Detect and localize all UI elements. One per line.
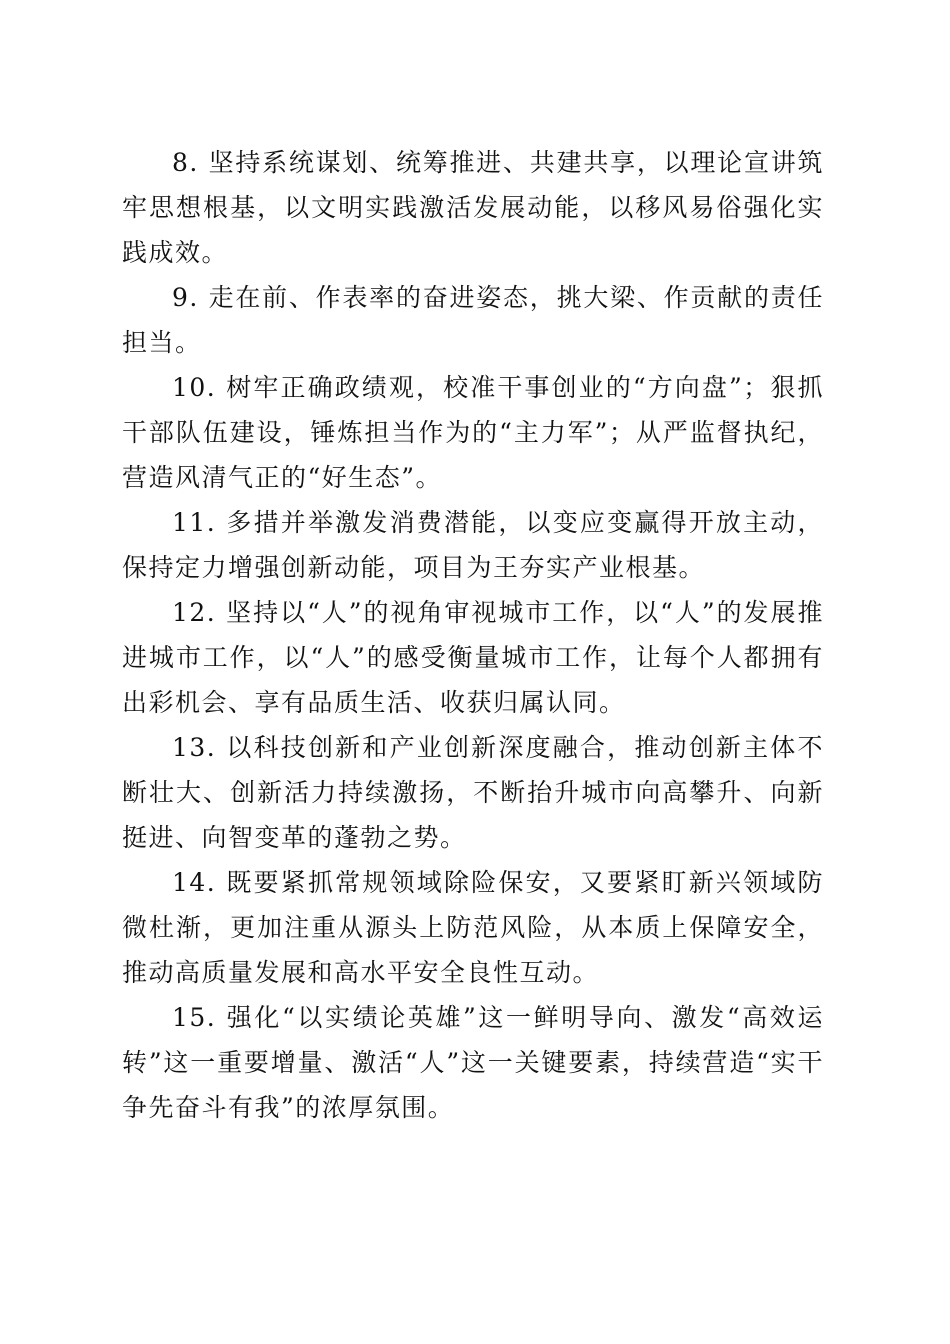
paragraph-12: 12. 坚持以“人”的视角审视城市工作，以“人”的发展推进城市工作，以“人”的感受衡量城市工作，让每个人都拥有出彩机会、享有品质生活、收获归属认同。 [122, 598, 824, 717]
paragraph-13: 13. 以科技创新和产业创新深度融合，推动创新主体不断壮大、创新活力持续激扬，不断抬升城市向高攀升、向新挺进、向智变革的蓬勃之势。 [122, 733, 824, 852]
document-body [122, 140, 824, 1130]
paragraph-9: 9. 走在前、作表率的奋进姿态，挑大梁、作贡献的责任担当。 [122, 283, 824, 357]
paragraph-14: 14. 既要紧抓常规领域除险保安，又要紧盯新兴领域防微杜渐，更加注重从源头上防范风险，从本质上保障安全，推动高质量发展和高水平安全良性互动。 [122, 868, 824, 987]
paragraph-10: 10. 树牢正确政绩观，校准干事创业的“方向盘”；狠抓干部队伍建设，锤炼担当作为的“主力军”；从严监督执纪，营造风清气正的“好生态”。 [122, 373, 824, 492]
paragraph-8: 8. 坚持系统谋划、统筹推进、共建共享，以理论宣讲筑牢思想根基，以文明实践激活发展动能，以移风易俗强化实践成效。 [122, 148, 824, 267]
paragraph-15: 15. 强化“以实绩论英雄”这一鲜明导向、激发“高效运转”这一重要增量、激活“人”这一关键要素，持续营造“实干争先奋斗有我”的浓厚氛围。 [122, 1003, 824, 1122]
paragraph-11: 11. 多措并举激发消费潜能，以变应变赢得开放主动，保持定力增强创新动能，项目为王夯实产业根基。 [122, 508, 824, 582]
